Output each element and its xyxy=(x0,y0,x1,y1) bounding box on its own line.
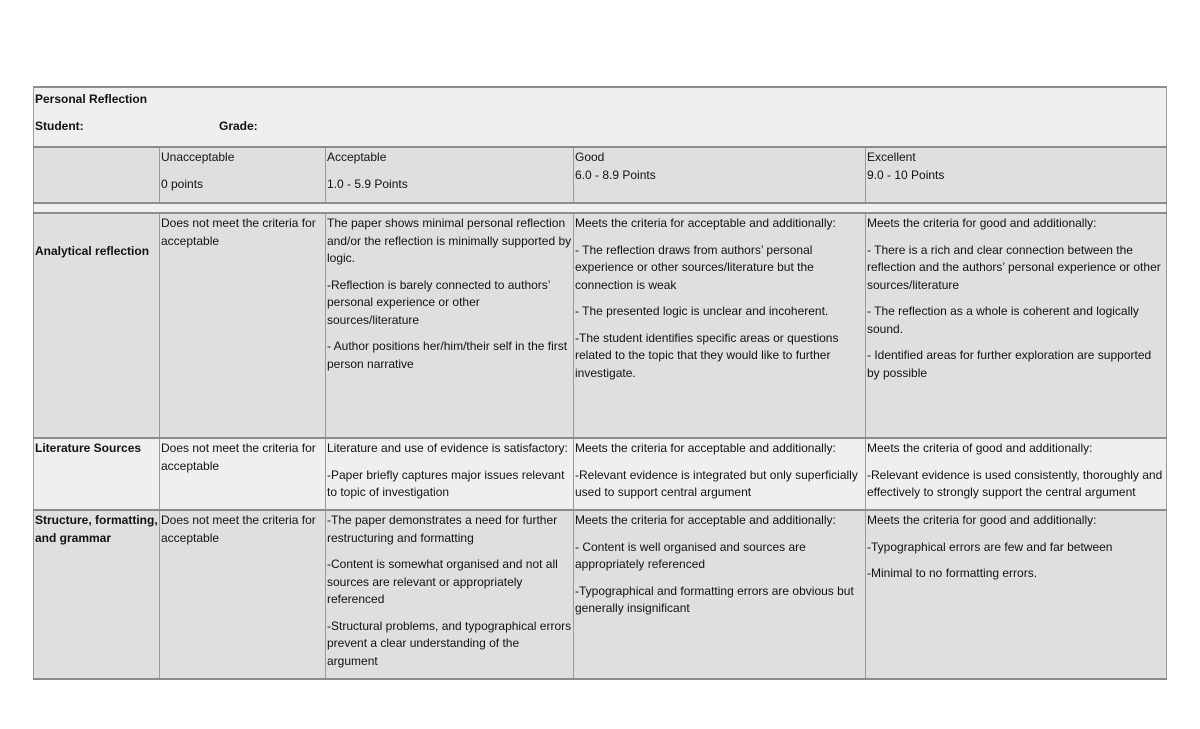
cell-text: Meets the criteria for acceptable and additionally: xyxy=(575,441,836,455)
cell-text: Does not meet the criteria for acceptable xyxy=(161,513,316,545)
level-points: 0 points xyxy=(161,176,204,191)
student-grade-line xyxy=(35,118,1165,136)
level-header-good xyxy=(574,147,866,203)
cell-text: - Author positions her/him/their self in the first person narrative xyxy=(327,339,568,371)
cell-text: The paper shows minimal personal reflection and/or the reflection is minimally supported by logic. xyxy=(327,216,572,265)
cell-text: -Typographical errors are few and far between xyxy=(867,539,1113,554)
cell-text: -Paper briefly captures major issues relevant to topic of investigation xyxy=(327,467,565,499)
cell-excellent xyxy=(866,213,1167,438)
cell-text: -Relevant evidence is used consistently, thoroughly and effectively to strongly support the central argument xyxy=(867,467,1163,499)
cell-text: - The presented logic is unclear and incoherent. xyxy=(575,304,829,318)
cell-text: Meets the criteria for good and additionally: xyxy=(867,216,1097,230)
cell-text: -Typographical and formatting errors are obvious but generally insignificant xyxy=(575,583,854,615)
cell-text: Does not meet the criteria for acceptable xyxy=(161,216,316,248)
cell-text: - Identified areas for further exploration are supported by possible xyxy=(867,348,1152,380)
cell-text: -Content is somewhat organised and not all sources are relevant or appropriately referenced xyxy=(327,557,558,606)
cell-text: Literature and use of evidence is satisfactory: xyxy=(327,441,568,455)
cell-text: Does not meet the criteria for acceptable xyxy=(161,441,316,473)
cell-text: -Relevant evidence is integrated but only superficially used to support central argument xyxy=(575,467,858,499)
level-header-acceptable xyxy=(326,147,574,203)
spacer-cell xyxy=(34,203,1167,213)
criterion-row-analytical xyxy=(34,213,1167,438)
cell-acceptable xyxy=(326,510,574,679)
cell-text: -Structural problems, and typographical errors prevent a clear understanding of the argument xyxy=(327,618,572,668)
title-cell xyxy=(34,87,1167,147)
level-name: Unacceptable xyxy=(161,150,235,164)
criterion-label: Literature Sources xyxy=(34,438,160,510)
level-header-excellent xyxy=(866,147,1167,203)
levels-header-row xyxy=(34,147,1167,203)
cell-text: -Minimal to no formatting errors. xyxy=(867,566,1038,580)
cell-unacceptable xyxy=(160,438,326,510)
level-name: Good xyxy=(575,150,605,164)
cell-text: -The student identifies specific areas or questions related to the topic that they would like to further investigate. xyxy=(575,330,839,380)
cell-text: - The reflection draws from authors’ personal experience or other sources/literature but the connection is weak xyxy=(575,242,814,292)
cell-good xyxy=(574,438,866,510)
cell-acceptable xyxy=(326,213,574,438)
grade-label: Grade: xyxy=(219,118,258,133)
level-name: Excellent xyxy=(867,150,916,164)
cell-text: Meets the criteria for acceptable and additionally: xyxy=(575,513,836,527)
student-label: Student: xyxy=(35,118,84,133)
cell-text: -Reflection is barely connected to authors’ personal experience or other sources/literature xyxy=(327,277,551,327)
criterion-row-structure xyxy=(34,510,1167,679)
level-header-unacceptable xyxy=(160,147,326,203)
cell-unacceptable xyxy=(160,213,326,438)
cell-text: - The reflection as a whole is coherent and logically sound. xyxy=(867,304,1139,336)
title-row xyxy=(34,87,1167,147)
spacer-row xyxy=(34,203,1167,213)
cell-text: - Content is well organised and sources are appropriately referenced xyxy=(575,539,806,571)
rubric-title: Personal Reflection xyxy=(35,92,148,106)
level-name: Acceptable xyxy=(327,150,387,164)
cell-unacceptable xyxy=(160,510,326,679)
level-points: 9.0 - 10 Points xyxy=(867,167,945,182)
header-empty-cell xyxy=(34,147,160,203)
cell-text: - There is a rich and clear connection between the reflection and the authors’ personal experience or other sources/literature xyxy=(867,242,1161,292)
cell-text: Meets the criteria of good and additionally: xyxy=(867,441,1093,455)
cell-excellent xyxy=(866,438,1167,510)
rubric-table xyxy=(33,86,1167,680)
cell-excellent xyxy=(866,510,1167,679)
level-points: 6.0 - 8.9 Points xyxy=(575,167,656,182)
cell-good xyxy=(574,213,866,438)
level-points: 1.0 - 5.9 Points xyxy=(327,176,408,191)
criterion-label: Analytical reflection xyxy=(34,213,160,438)
criterion-row-literature xyxy=(34,438,1167,510)
criterion-label: Structure, formatting, and grammar xyxy=(34,510,160,679)
cell-text: -The paper demonstrates a need for further restructuring and formatting xyxy=(327,513,558,545)
cell-acceptable xyxy=(326,438,574,510)
cell-text: Meets the criteria for acceptable and additionally: xyxy=(575,216,836,230)
cell-good xyxy=(574,510,866,679)
cell-text: Meets the criteria for good and additionally: xyxy=(867,513,1097,527)
